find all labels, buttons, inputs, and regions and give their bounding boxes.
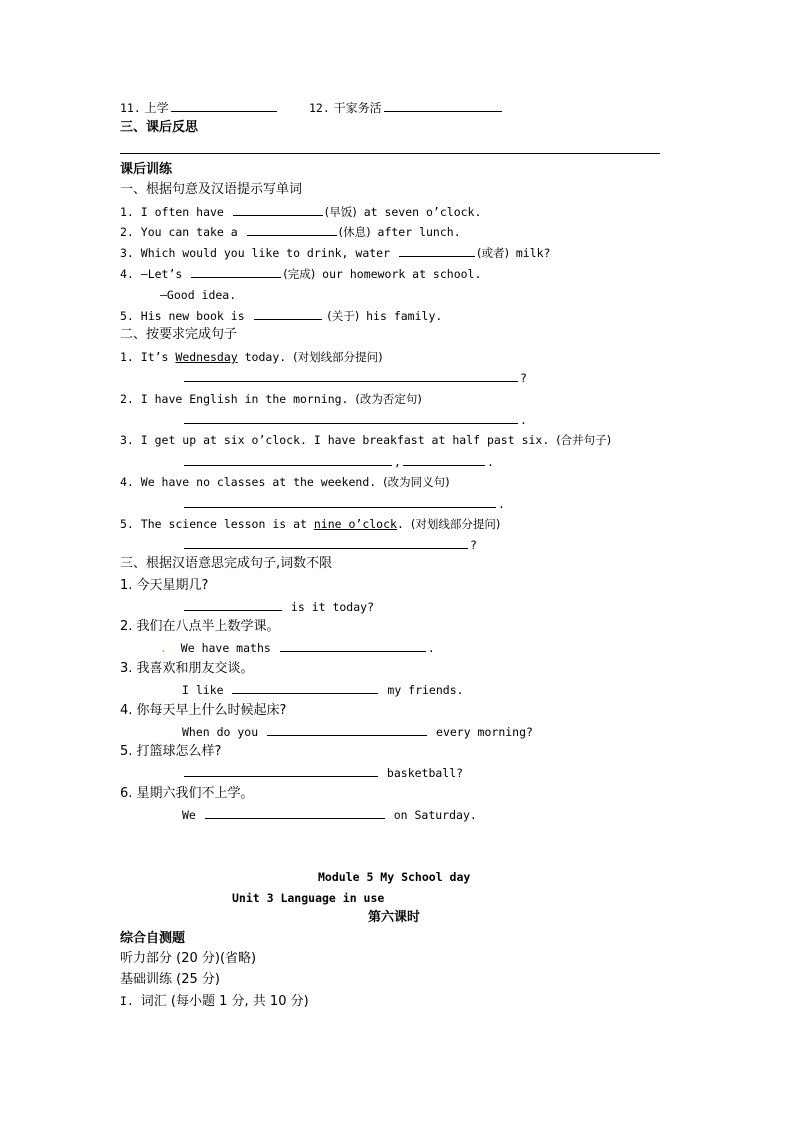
answer-blank[interactable] bbox=[384, 100, 502, 112]
unit-title: Unit 3 Language in use bbox=[232, 891, 385, 905]
part3-q2-en: . We have maths . bbox=[160, 641, 435, 655]
part2-q1-answer: ? bbox=[182, 370, 527, 386]
item-12: 12. 干家务活 bbox=[309, 100, 504, 116]
part2-q3: 3. I get up at six o’clock. I have breakfast at half past six. (合并句子) bbox=[120, 433, 612, 447]
module-title: Module 5 My School day bbox=[318, 870, 471, 884]
answer-blank[interactable] bbox=[232, 682, 378, 694]
vocabulary-line: I. 词汇 (每小题 1 分, 共 10 分) bbox=[120, 994, 309, 1009]
lesson-title: 第六课时 bbox=[368, 910, 421, 925]
answer-blank[interactable] bbox=[191, 266, 281, 278]
part1-q2: 2. You can take a (休息) after lunch. bbox=[120, 225, 461, 239]
part3-q1-en: is it today? bbox=[182, 599, 374, 615]
part2-q5: 5. The science lesson is at nine o’clock. (对划线部分提问) bbox=[120, 517, 501, 531]
answer-blank[interactable] bbox=[184, 370, 518, 382]
part2-q1: 1. It’s Wednesday today. (对划线部分提问) bbox=[120, 350, 383, 364]
answer-blank[interactable] bbox=[403, 454, 485, 466]
part3-q3-cn: 3. 我喜欢和朋友交谈。 bbox=[120, 661, 254, 676]
part1-q3: 3. Which would you like to drink, water (或者) milk? bbox=[120, 246, 551, 260]
section-reflection-title: 三、课后反思 bbox=[120, 120, 199, 135]
answer-blank[interactable] bbox=[184, 599, 282, 611]
answer-blank[interactable] bbox=[171, 100, 277, 112]
part1-q4: 4. —Let’s (完成) our homework at school. bbox=[120, 267, 482, 281]
part3-q1-cn: 1. 今天星期几? bbox=[120, 578, 209, 593]
answer-blank[interactable] bbox=[184, 496, 496, 508]
part3-q5-en: basketball? bbox=[182, 765, 463, 781]
answer-blank[interactable] bbox=[184, 537, 468, 549]
part1-q5: 5. His new book is (关于) his family. bbox=[120, 309, 443, 323]
answer-blank[interactable] bbox=[267, 724, 427, 736]
part3-title: 三、根据汉语意思完成句子,词数不限 bbox=[120, 556, 333, 571]
part3-q2-cn: 2. 我们在八点半上数学课。 bbox=[120, 619, 280, 634]
part1-q1: 1. I often have (早饭) at seven o’clock. bbox=[120, 205, 482, 219]
part3-q6-en: We on Saturday. bbox=[182, 808, 477, 822]
answer-blank[interactable] bbox=[184, 412, 518, 424]
part2-title: 二、按要求完成句子 bbox=[120, 327, 238, 342]
part2-q5-answer: ? bbox=[182, 537, 477, 553]
answer-blank[interactable] bbox=[247, 224, 337, 236]
answer-blank[interactable] bbox=[399, 245, 475, 257]
part1-title: 一、根据句意及汉语提示写单词 bbox=[120, 182, 303, 197]
part3-q3-en: I like my friends. bbox=[182, 683, 464, 697]
answer-blank[interactable] bbox=[280, 640, 426, 652]
part3-q6-cn: 6. 星期六我们不上学。 bbox=[120, 786, 254, 801]
part2-q3-answer: , . bbox=[182, 454, 494, 470]
answer-blank[interactable] bbox=[233, 204, 323, 216]
basic-training-line: 基础训练 (25 分) bbox=[120, 972, 220, 987]
part3-q4-cn: 4. 你每天早上什么时候起床? bbox=[120, 703, 287, 718]
part3-q5-cn: 5. 打篮球怎么样? bbox=[120, 744, 222, 759]
part2-q2-answer: . bbox=[182, 412, 527, 428]
listening-line: 听力部分 (20 分)(省略) bbox=[120, 951, 257, 966]
answer-blank[interactable] bbox=[184, 454, 392, 466]
answer-blank[interactable] bbox=[205, 807, 385, 819]
part2-q2: 2. I have English in the morning. (改为否定句) bbox=[120, 392, 422, 406]
part2-q4-answer: . bbox=[182, 496, 505, 512]
answer-blank[interactable] bbox=[254, 308, 322, 320]
part2-q4: 4. We have no classes at the weekend. (改为同义句) bbox=[120, 475, 450, 489]
section-training-title: 课后训练 bbox=[120, 162, 173, 177]
self-test-title: 综合自测题 bbox=[120, 931, 186, 946]
part1-q4-reply: —Good idea. bbox=[160, 288, 237, 302]
reflection-line[interactable] bbox=[120, 153, 660, 154]
item-11: 11. 上学 bbox=[120, 100, 279, 116]
part3-q4-en: When do you every morning? bbox=[182, 725, 533, 739]
answer-blank[interactable] bbox=[184, 765, 378, 777]
